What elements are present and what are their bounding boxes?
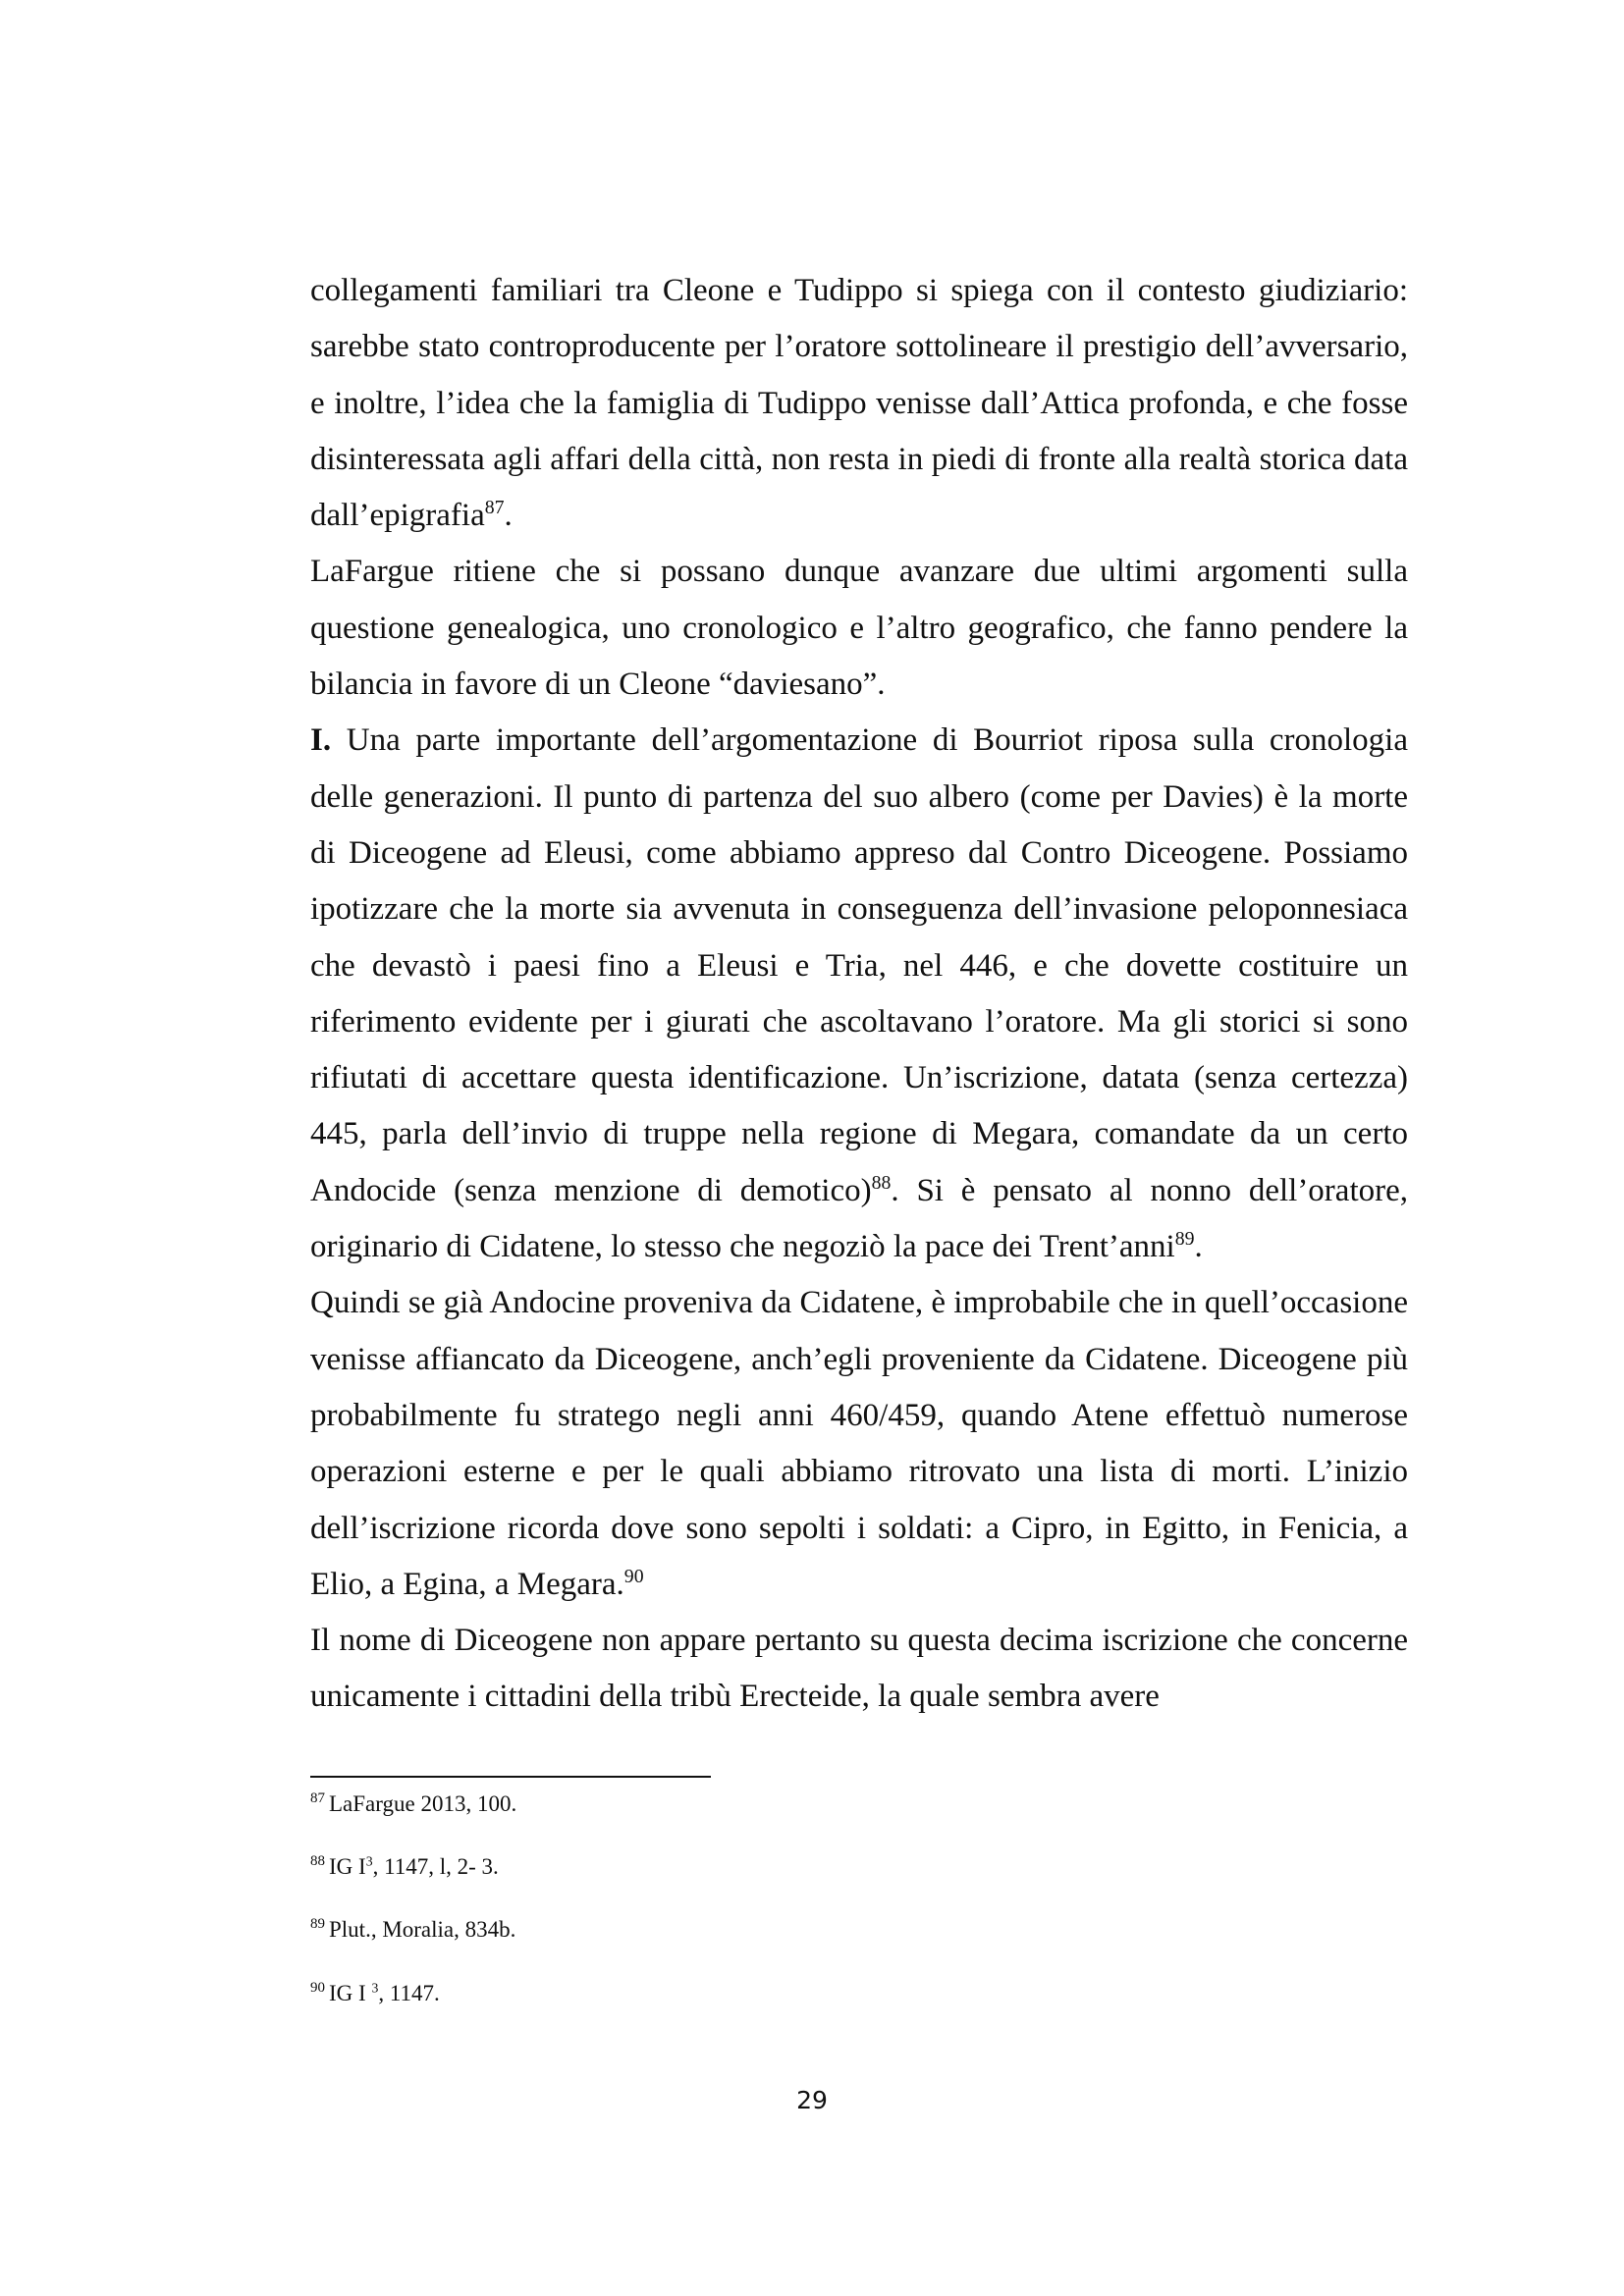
page-number: 29 bbox=[796, 2086, 828, 2114]
paragraph-3: I. Una parte importante dell’argomentazione di Bourriot riposa sulla cronologia delle generazioni. Il punto di partenza del suo albero (come per Davies) è la morte di Diceogene ad Eleusi, come abbiamo appreso dal Contro Diceogene. Possiamo ipotizzare che la morte sia avvenuta in conseguenza dell’invasione peloponnesiaca che devastò i paesi fino a Eleusi e Tria, nel 446, e che dovette costituire un riferimento evidente per i giurati che ascoltavano l’oratore. Ma gli storici si sono rifiutati di accettare questa identificazione. Un’iscrizione, datata (senza certezza) 445, parla dell’invio di truppe nella regione di Megara, comandate da un certo Andocide (senza menzione di demotico)$^{88}$. Si è pensato al nonno dell’oratore, originario di Cidatene, lo stesso che negoziò la pace dei Trent’anni$^{89}$. bbox=[310, 722, 1408, 1265]
paragraph-4: Quindi se già Andocine proveniva da Cidatene, è improbabile che in quell’occasione venisse affiancato da Diceogene, anch’egli proveniente da Cidatene. Diceogene più probabilmente fu stratego negli anni 460/459, quando Atene effettuò numerose operazioni esterne e per le quali abbiamo ritrovato una lista di morti. L’inizio dell’iscrizione ricorda dove sono sepolti i soldati: a Cipro, in Egitto, in Fenicia, a Elio, a Egina, a Megara.$^{90}$ bbox=[310, 1285, 1408, 1602]
footnote-ref-89[interactable]: 89 bbox=[1174, 1228, 1195, 1251]
footnote-ref-87[interactable]: 87 bbox=[484, 497, 505, 519]
footnote-number: 87 bbox=[310, 1790, 325, 1807]
footnote-90: $^{90}$ IG I $^3$, 1147. bbox=[310, 1980, 440, 2005]
paragraph-1: collegamenti familiari tra Cleone e Tudippo si spiega con il contesto giudiziario: sarebbe stato controproducente per l’oratore sottolineare il prestigio dell’avversario, e inoltre, l’idea che la famiglia di Tudippo venisse dall’Attica profonda, e che fosse disinteressata agli affari della città, non resta in piedi di fronte alla realtà storica data dall’epigrafia$^{87}$. bbox=[310, 273, 1408, 534]
footnote-ref-90[interactable]: 90 bbox=[623, 1565, 644, 1587]
footnote-number: 88 bbox=[310, 1853, 325, 1870]
footnote-separator bbox=[310, 1776, 711, 1778]
paragraph-5: Il nome di Diceogene non appare pertanto su questa decima iscrizione che concerne unicamente i cittadini della tribù Erecteide, la quale sembra avere bbox=[310, 1623, 1408, 1715]
footnote-87: $^{87}$ LaFargue 2013, 100. bbox=[310, 1790, 517, 1816]
footnote-number: 89 bbox=[310, 1916, 325, 1933]
body-text bbox=[310, 263, 1408, 1726]
footnote-number: 90 bbox=[310, 1980, 325, 1997]
footnote-88: $^{88}$ IG $I^3$, 1147, l, 2- 3. bbox=[310, 1853, 499, 1879]
section-marker: I. bbox=[310, 722, 332, 759]
paragraph-2: LaFargue ritiene che si possano dunque avanzare due ultimi argomenti sulla questione genealogica, uno cronologico e l’altro geografico, che fanno pendere la bilancia in favore di un Cleone “daviesano”. bbox=[310, 554, 1408, 703]
footnote-ref-88[interactable]: 88 bbox=[871, 1171, 892, 1194]
footnote-89: $^{89}$ Plut., Moralia, 834b. bbox=[310, 1916, 516, 1942]
